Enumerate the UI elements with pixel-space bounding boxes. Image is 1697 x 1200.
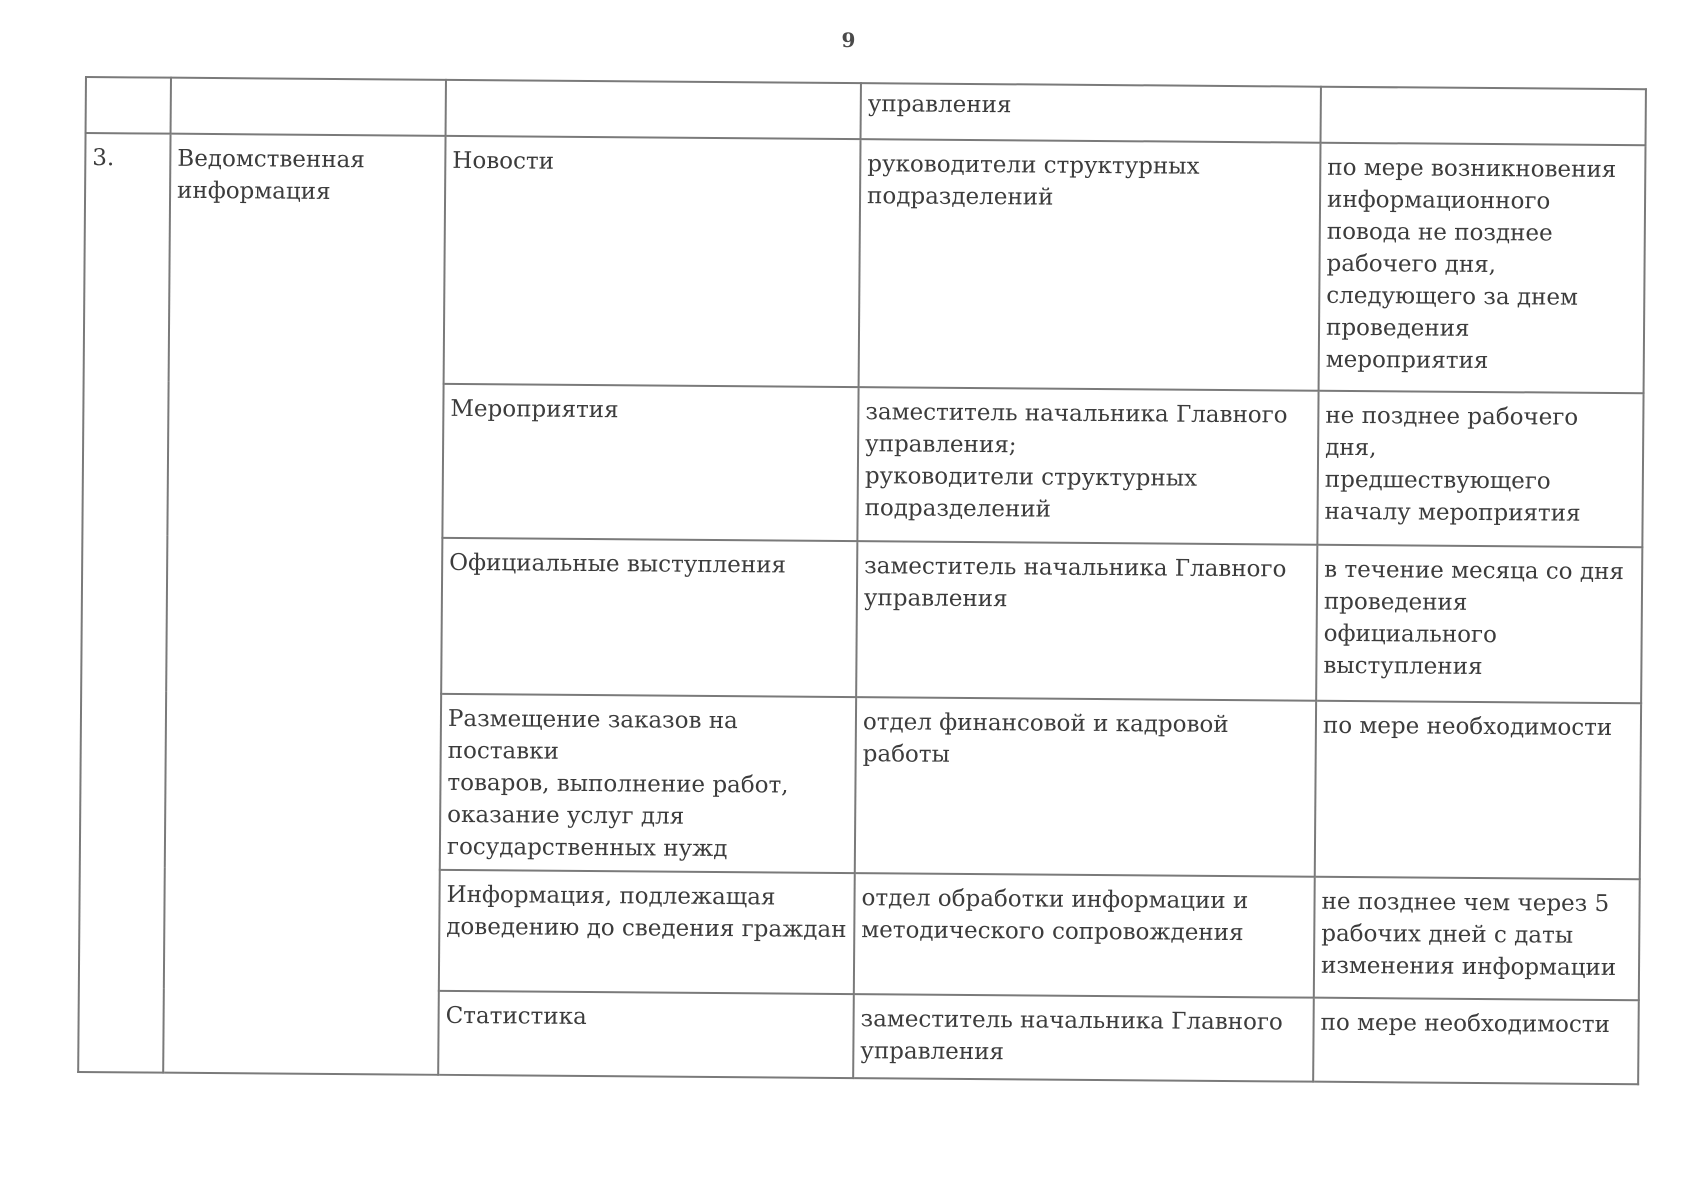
cell-responsible: управления <box>861 83 1321 143</box>
row-deadline: не позднее рабочего дня, предшествующего началу мероприятия <box>1317 391 1643 548</box>
document-sheet <box>77 76 1645 1085</box>
section-number: 3. <box>78 133 170 1073</box>
row-item: Официальные выступления <box>441 538 857 697</box>
row-responsible: отдел обработки информации и методического сопровождения <box>854 873 1315 998</box>
row-item: Новости <box>444 136 861 387</box>
cell-section <box>171 78 446 136</box>
page-number: 9 <box>841 28 856 52</box>
cell-number <box>86 77 171 134</box>
table-row <box>84 133 1646 393</box>
row-responsible: отдел финансовой и кадровой работы <box>855 697 1316 877</box>
row-responsible: заместитель начальника Главного управления; руководители структурных подразделений <box>857 387 1318 545</box>
row-responsible: заместитель начальника Главного управления <box>853 994 1314 1082</box>
row-item: Статистика <box>438 991 854 1078</box>
section-title: Ведомственная информация <box>163 134 445 1075</box>
cell-deadline <box>1321 87 1646 146</box>
row-deadline: в течение месяца со дня проведения официального выступления <box>1316 545 1642 704</box>
row-deadline: по мере возникновения информационного повода не позднее рабочего дня, следующего за днем проведения мероприятия <box>1319 143 1646 394</box>
row-deadline: по мере необходимости <box>1313 998 1639 1085</box>
row-item: Размещение заказов на поставки товаров, выполнение работ, оказание услуг для государственных нужд <box>440 694 856 873</box>
row-deadline: не позднее чем через 5 рабочих дней с даты изменения информации <box>1314 877 1640 1001</box>
row-item: Информация, подлежащая доведению до сведения граждан <box>439 870 855 994</box>
row-responsible: руководители структурных подразделений <box>859 139 1321 391</box>
row-responsible: заместитель начальника Главного управления <box>856 541 1317 701</box>
row-deadline: по мере необходимости <box>1315 701 1641 880</box>
cell-item <box>446 80 861 139</box>
row-item: Мероприятия <box>442 384 858 541</box>
requirements-table <box>77 76 1647 1085</box>
